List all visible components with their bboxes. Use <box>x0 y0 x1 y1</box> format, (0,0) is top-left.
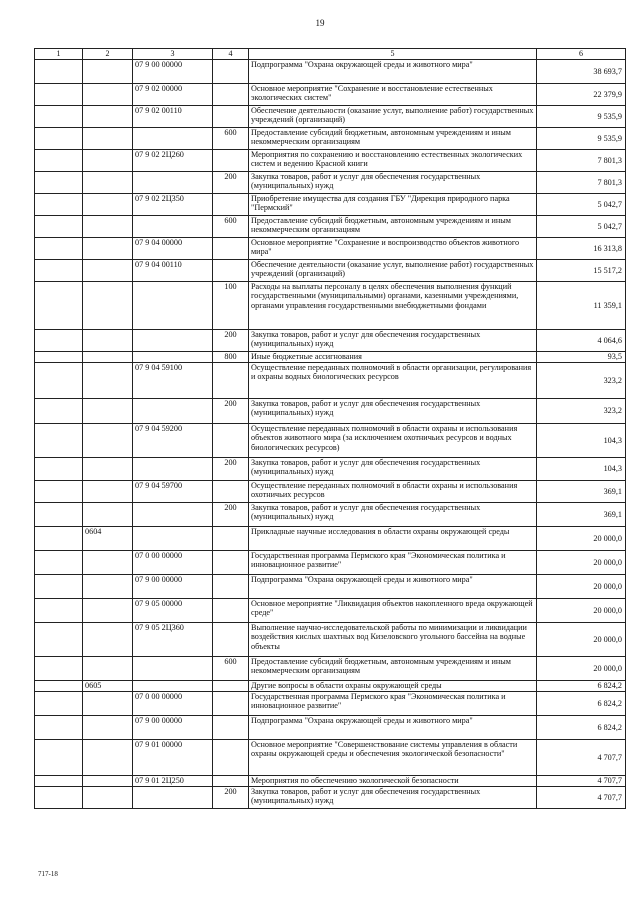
cell-target: 07 9 04 00000 <box>133 238 213 260</box>
cell-empty <box>35 481 83 503</box>
cell-kind <box>213 740 249 776</box>
cell-amount: 15 517,2 <box>537 260 626 282</box>
column-header: 2 <box>83 49 133 60</box>
cell-amount: 20 000,0 <box>537 599 626 623</box>
column-header: 1 <box>35 49 83 60</box>
table-row <box>35 481 626 503</box>
cell-amount: 20 000,0 <box>537 657 626 681</box>
table-row <box>35 238 626 260</box>
cell-empty <box>35 238 83 260</box>
cell-kind <box>213 681 249 692</box>
cell-section <box>83 740 133 776</box>
cell-section <box>83 424 133 458</box>
cell-target: 07 9 00 00000 <box>133 60 213 84</box>
cell-target: 07 9 02 00110 <box>133 106 213 128</box>
cell-section <box>83 216 133 238</box>
table-row <box>35 458 626 481</box>
cell-amount: 20 000,0 <box>537 527 626 551</box>
cell-section <box>83 776 133 787</box>
cell-name: Мероприятия по обеспечению экологической безопасности <box>249 776 537 787</box>
table-row <box>35 260 626 282</box>
cell-kind <box>213 716 249 740</box>
cell-name: Закупка товаров, работ и услуг для обеспечения государственных (муниципальных) нужд <box>249 787 537 809</box>
cell-name: Подпрограмма "Охрана окружающей среды и животного мира" <box>249 716 537 740</box>
cell-amount: 93,5 <box>537 352 626 363</box>
cell-name: Прикладные научные исследования в области охраны окружающей среды <box>249 527 537 551</box>
cell-amount: 7 801,3 <box>537 172 626 194</box>
cell-kind <box>213 527 249 551</box>
cell-name: Приобретение имущества для создания ГБУ "Дирекция природного парка "Пермский" <box>249 194 537 216</box>
cell-kind: 200 <box>213 172 249 194</box>
table-row <box>35 575 626 599</box>
cell-name: Обеспечение деятельности (оказание услуг, выполнение работ) государственных учреждений (организаций) <box>249 106 537 128</box>
cell-name: Осуществление переданных полномочий в области охраны и использования объектов животного мира (за исключением охотничьих ресурсов и водных биологических ресурсов) <box>249 424 537 458</box>
cell-target <box>133 216 213 238</box>
cell-amount: 6 824,2 <box>537 716 626 740</box>
cell-section <box>83 352 133 363</box>
cell-section <box>83 657 133 681</box>
cell-target: 07 0 00 00000 <box>133 692 213 716</box>
cell-kind <box>213 60 249 84</box>
cell-kind: 200 <box>213 399 249 424</box>
cell-target: 07 9 01 2Ц250 <box>133 776 213 787</box>
column-header: 6 <box>537 49 626 60</box>
cell-amount: 323,2 <box>537 399 626 424</box>
cell-name: Предоставление субсидий бюджетным, автономным учреждениям и иным некоммерческим организациям <box>249 128 537 150</box>
cell-kind: 200 <box>213 330 249 352</box>
cell-empty <box>35 657 83 681</box>
table-row <box>35 599 626 623</box>
cell-kind <box>213 150 249 172</box>
cell-section <box>83 623 133 657</box>
cell-section <box>83 787 133 809</box>
cell-kind <box>213 776 249 787</box>
cell-kind <box>213 575 249 599</box>
cell-empty <box>35 787 83 809</box>
cell-amount: 6 824,2 <box>537 681 626 692</box>
cell-section <box>83 575 133 599</box>
cell-target: 07 9 05 00000 <box>133 599 213 623</box>
cell-amount: 4 707,7 <box>537 776 626 787</box>
column-header: 3 <box>133 49 213 60</box>
cell-name: Основное мероприятие "Сохранение и восстановление естественных экологических систем" <box>249 84 537 106</box>
cell-kind: 600 <box>213 128 249 150</box>
cell-name: Осуществление переданных полномочий в области организации, регулирования и охраны водных биологических ресурсов <box>249 363 537 399</box>
column-header: 4 <box>213 49 249 60</box>
cell-name: Обеспечение деятельности (оказание услуг, выполнение работ) государственных учреждений (организаций) <box>249 260 537 282</box>
cell-section <box>83 399 133 424</box>
table-row <box>35 657 626 681</box>
cell-target <box>133 399 213 424</box>
table-row <box>35 216 626 238</box>
cell-target <box>133 352 213 363</box>
cell-target <box>133 282 213 330</box>
table-row <box>35 106 626 128</box>
table-row <box>35 527 626 551</box>
cell-amount: 104,3 <box>537 424 626 458</box>
table-row <box>35 84 626 106</box>
table-row <box>35 716 626 740</box>
cell-section <box>83 503 133 527</box>
table-row <box>35 363 626 399</box>
cell-name: Осуществление переданных полномочий в области охраны и использования охотничьих ресурсов <box>249 481 537 503</box>
cell-amount: 369,1 <box>537 481 626 503</box>
cell-section <box>83 172 133 194</box>
cell-amount: 5 042,7 <box>537 216 626 238</box>
cell-name: Другие вопросы в области охраны окружающей среды <box>249 681 537 692</box>
cell-target: 07 0 00 00000 <box>133 551 213 575</box>
cell-section: 0604 <box>83 527 133 551</box>
cell-section <box>83 692 133 716</box>
cell-kind <box>213 424 249 458</box>
cell-name: Закупка товаров, работ и услуг для обеспечения государственных (муниципальных) нужд <box>249 399 537 424</box>
cell-amount: 38 693,7 <box>537 60 626 84</box>
cell-amount: 7 801,3 <box>537 150 626 172</box>
cell-empty <box>35 260 83 282</box>
table-row <box>35 424 626 458</box>
cell-kind <box>213 106 249 128</box>
table-row <box>35 60 626 84</box>
cell-kind <box>213 481 249 503</box>
cell-empty <box>35 352 83 363</box>
table-row <box>35 330 626 352</box>
cell-section <box>83 330 133 352</box>
cell-section <box>83 128 133 150</box>
cell-section <box>83 60 133 84</box>
cell-target: 07 9 01 00000 <box>133 740 213 776</box>
column-header: 5 <box>249 49 537 60</box>
table-row <box>35 692 626 716</box>
cell-empty <box>35 424 83 458</box>
cell-target <box>133 128 213 150</box>
table-row <box>35 399 626 424</box>
cell-kind: 600 <box>213 216 249 238</box>
cell-empty <box>35 330 83 352</box>
cell-name: Расходы на выплаты персоналу в целях обеспечения выполнения функций государственными (муниципальными) органами, казенными учреждениями, органами управления государственными внебюджетными фондами <box>249 282 537 330</box>
table-row <box>35 150 626 172</box>
cell-amount: 9 535,9 <box>537 106 626 128</box>
cell-amount: 4 707,7 <box>537 740 626 776</box>
cell-name: Предоставление субсидий бюджетным, автономным учреждениям и иным некоммерческим организациям <box>249 216 537 238</box>
cell-section <box>83 481 133 503</box>
cell-empty <box>35 776 83 787</box>
cell-amount: 16 313,8 <box>537 238 626 260</box>
cell-target <box>133 657 213 681</box>
cell-amount: 20 000,0 <box>537 623 626 657</box>
cell-empty <box>35 172 83 194</box>
cell-target: 07 9 00 00000 <box>133 575 213 599</box>
cell-kind: 200 <box>213 787 249 809</box>
cell-section <box>83 260 133 282</box>
table-row <box>35 623 626 657</box>
cell-amount: 369,1 <box>537 503 626 527</box>
table-row <box>35 787 626 809</box>
cell-target: 07 9 04 00110 <box>133 260 213 282</box>
cell-kind <box>213 194 249 216</box>
table-row <box>35 681 626 692</box>
cell-empty <box>35 575 83 599</box>
cell-empty <box>35 458 83 481</box>
header-row <box>35 49 626 60</box>
table-row <box>35 172 626 194</box>
cell-name: Выполнение научно-исследовательской работы по минимизации и ликвидации воздействия кислых шахтных вод Кизеловского угольного бассейна на водные объекты <box>249 623 537 657</box>
cell-kind <box>213 599 249 623</box>
cell-kind: 600 <box>213 657 249 681</box>
cell-section <box>83 551 133 575</box>
cell-target <box>133 330 213 352</box>
cell-empty <box>35 740 83 776</box>
cell-kind: 200 <box>213 458 249 481</box>
cell-empty <box>35 194 83 216</box>
cell-name: Мероприятия по сохранению и восстановлению естественных экологических систем и ведению Красной книги <box>249 150 537 172</box>
cell-amount: 20 000,0 <box>537 575 626 599</box>
table-row <box>35 776 626 787</box>
cell-kind: 800 <box>213 352 249 363</box>
cell-name: Основное мероприятие "Совершенствование системы управления в области охраны окружающей среды и обеспечения экологической безопасности" <box>249 740 537 776</box>
cell-name: Закупка товаров, работ и услуг для обеспечения государственных (муниципальных) нужд <box>249 458 537 481</box>
cell-empty <box>35 599 83 623</box>
cell-kind <box>213 84 249 106</box>
cell-kind: 200 <box>213 503 249 527</box>
cell-kind <box>213 623 249 657</box>
cell-kind <box>213 238 249 260</box>
cell-empty <box>35 681 83 692</box>
cell-empty <box>35 84 83 106</box>
cell-section <box>83 106 133 128</box>
cell-target <box>133 458 213 481</box>
cell-amount: 11 359,1 <box>537 282 626 330</box>
table-row <box>35 740 626 776</box>
cell-name: Иные бюджетные ассигнования <box>249 352 537 363</box>
table-row <box>35 503 626 527</box>
cell-target <box>133 503 213 527</box>
cell-target: 07 9 04 59700 <box>133 481 213 503</box>
budget-table <box>34 48 626 809</box>
cell-section <box>83 194 133 216</box>
cell-name: Закупка товаров, работ и услуг для обеспечения государственных (муниципальных) нужд <box>249 503 537 527</box>
cell-section <box>83 282 133 330</box>
cell-empty <box>35 150 83 172</box>
cell-amount: 4 707,7 <box>537 787 626 809</box>
cell-amount: 323,2 <box>537 363 626 399</box>
cell-target: 07 9 00 00000 <box>133 716 213 740</box>
cell-kind <box>213 551 249 575</box>
table-row <box>35 551 626 575</box>
cell-name: Закупка товаров, работ и услуг для обеспечения государственных (муниципальных) нужд <box>249 172 537 194</box>
cell-section <box>83 599 133 623</box>
cell-target: 07 9 02 00000 <box>133 84 213 106</box>
cell-section <box>83 84 133 106</box>
cell-kind: 100 <box>213 282 249 330</box>
cell-target: 07 9 02 2Ц260 <box>133 150 213 172</box>
cell-name: Предоставление субсидий бюджетным, автономным учреждениям и иным некоммерческим организациям <box>249 657 537 681</box>
cell-target: 07 9 04 59200 <box>133 424 213 458</box>
cell-kind <box>213 692 249 716</box>
cell-amount: 9 535,9 <box>537 128 626 150</box>
cell-section <box>83 716 133 740</box>
cell-amount: 6 824,2 <box>537 692 626 716</box>
cell-empty <box>35 503 83 527</box>
cell-amount: 104,3 <box>537 458 626 481</box>
cell-amount: 22 379,9 <box>537 84 626 106</box>
cell-section <box>83 238 133 260</box>
document-code: 717-18 <box>38 870 58 878</box>
cell-kind <box>213 363 249 399</box>
cell-target: 07 9 05 2Ц360 <box>133 623 213 657</box>
cell-target <box>133 787 213 809</box>
table-row <box>35 352 626 363</box>
cell-empty <box>35 106 83 128</box>
cell-target: 07 9 04 59100 <box>133 363 213 399</box>
cell-name: Подпрограмма "Охрана окружающей среды и животного мира" <box>249 60 537 84</box>
cell-target <box>133 172 213 194</box>
table-body <box>35 60 626 809</box>
cell-section: 0605 <box>83 681 133 692</box>
table-row <box>35 128 626 150</box>
cell-empty <box>35 282 83 330</box>
cell-section <box>83 458 133 481</box>
cell-empty <box>35 363 83 399</box>
cell-section <box>83 363 133 399</box>
cell-target <box>133 527 213 551</box>
cell-empty <box>35 60 83 84</box>
table-row <box>35 194 626 216</box>
table-row <box>35 282 626 330</box>
cell-name: Государственная программа Пермского края "Экономическая политика и инновационное развитие" <box>249 692 537 716</box>
cell-empty <box>35 527 83 551</box>
cell-empty <box>35 716 83 740</box>
cell-name: Основное мероприятие "Ликвидация объектов накопленного вреда окружающей среде" <box>249 599 537 623</box>
cell-name: Основное мероприятие "Сохранение и воспроизводство объектов животного мира" <box>249 238 537 260</box>
cell-kind <box>213 260 249 282</box>
cell-name: Закупка товаров, работ и услуг для обеспечения государственных (муниципальных) нужд <box>249 330 537 352</box>
cell-empty <box>35 399 83 424</box>
cell-section <box>83 150 133 172</box>
cell-empty <box>35 551 83 575</box>
cell-amount: 4 064,6 <box>537 330 626 352</box>
cell-name: Государственная программа Пермского края "Экономическая политика и инновационное развитие" <box>249 551 537 575</box>
cell-amount: 20 000,0 <box>537 551 626 575</box>
cell-amount: 5 042,7 <box>537 194 626 216</box>
cell-empty <box>35 216 83 238</box>
cell-target: 07 9 02 2Ц350 <box>133 194 213 216</box>
cell-target <box>133 681 213 692</box>
cell-empty <box>35 128 83 150</box>
cell-empty <box>35 623 83 657</box>
cell-name: Подпрограмма "Охрана окружающей среды и животного мира" <box>249 575 537 599</box>
cell-empty <box>35 692 83 716</box>
page-number: 19 <box>315 18 325 28</box>
